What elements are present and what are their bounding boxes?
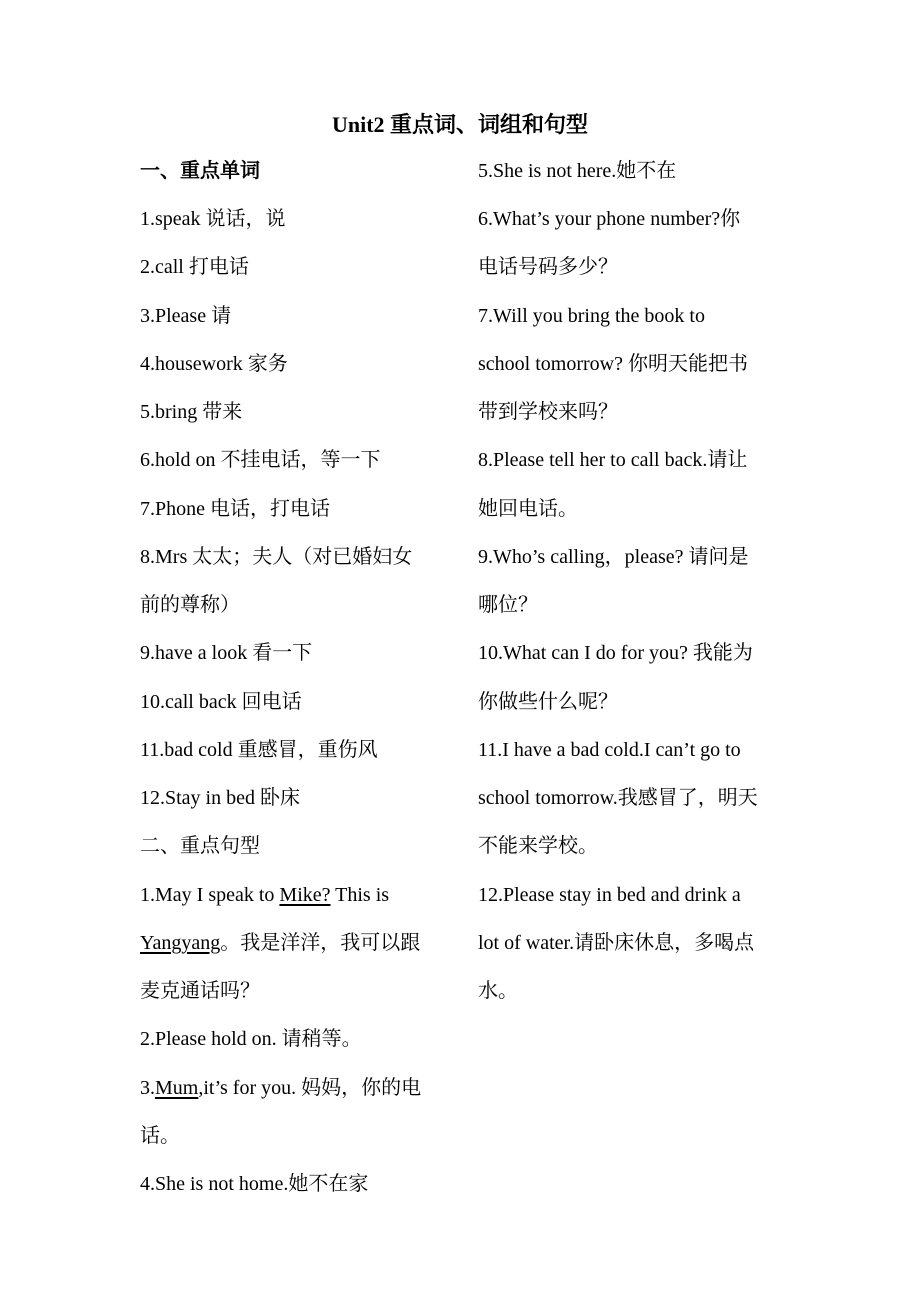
sentence-item [140,1064,421,1112]
sentence-item-continued: school tomorrow.我感冒了，明天 [478,787,758,809]
underlined-name: Mum [155,1077,199,1099]
underlined-name: Yangyang [140,932,221,954]
sentence-item-continued: 哪位？ [478,594,538,616]
sentence-item-continued: 话。 [140,1125,180,1147]
sentence-item-continued: 带到学校来吗？ [478,401,618,423]
sentence-item: 4.She is not home.她不在家 [140,1173,369,1195]
word-item: 2.call 打电话 [140,256,249,278]
words-heading: 一、重点单词 [140,160,260,182]
word-item: 3.Please 请 [140,305,232,327]
sentence-item-continued: 水。 [478,980,518,1002]
word-item-continued: 前的尊称） [140,594,240,616]
sentence-item-continued: 不能来学校。 [478,835,598,857]
sentence-item [140,871,389,919]
word-item: 5.bring 带来 [140,401,243,423]
sentence-item: 2.Please hold on. 请稍等。 [140,1028,362,1050]
sentence-item-continued [140,919,420,967]
word-item: 6.hold on 不挂电话，等一下 [140,449,381,471]
word-item: 1.speak 说话，说 [140,208,286,230]
sentence-item-continued: 她回电话。 [478,498,578,520]
sentence-item: 7.Will you bring the book to [478,305,705,327]
page-title: Unit2 重点词、词组和句型 [331,112,589,137]
sentence-item: 9.Who’s calling，please? 请问是 [478,546,749,568]
word-item: 9.have a look 看一下 [140,642,313,664]
word-item: 7.Phone 电话，打电话 [140,498,330,520]
sentence-item: 10.What can I do for you? 我能为 [478,642,753,664]
sentence-text: 3. [140,1077,155,1099]
word-item: 10.call back 回电话 [140,691,302,713]
sentence-item-continued: 电话号码多少？ [478,256,618,278]
sentence-item-continued: school tomorrow? 你明天能把书 [478,353,748,375]
sentence-item: 12.Please stay in bed and drink a [478,884,741,906]
word-item: 12.Stay in bed 卧床 [140,787,300,809]
sentence-text: 。我是洋洋，我可以跟 [220,932,421,954]
sentence-item-continued: lot of water.请卧床休息，多喝点 [478,932,755,954]
sentences-heading: 二、重点句型 [140,835,260,857]
sentence-item: 8.Please tell her to call back.请让 [478,449,748,471]
sentence-item-continued: 麦克通话吗？ [140,980,260,1002]
sentence-item-continued: 你做些什么呢？ [478,691,618,713]
underlined-name: Mike? [279,884,331,906]
sentence-item: 6.What’s your phone number?你 [478,208,741,230]
word-item: 8.Mrs 太太；夫人（对已婚妇女 [140,546,413,568]
sentence-text: This is [330,884,390,906]
word-item: 4.housework 家务 [140,353,288,375]
sentence-item: 11.I have a bad cold.I can’t go to [478,739,741,761]
word-item: 11.bad cold 重感冒，重伤风 [140,739,378,761]
sentence-text: ,it’s for you. 妈妈，你的电 [198,1077,422,1099]
sentence-text: 1.May I speak to [140,884,280,906]
sentence-item: 5.She is not here.她不在 [478,160,677,182]
